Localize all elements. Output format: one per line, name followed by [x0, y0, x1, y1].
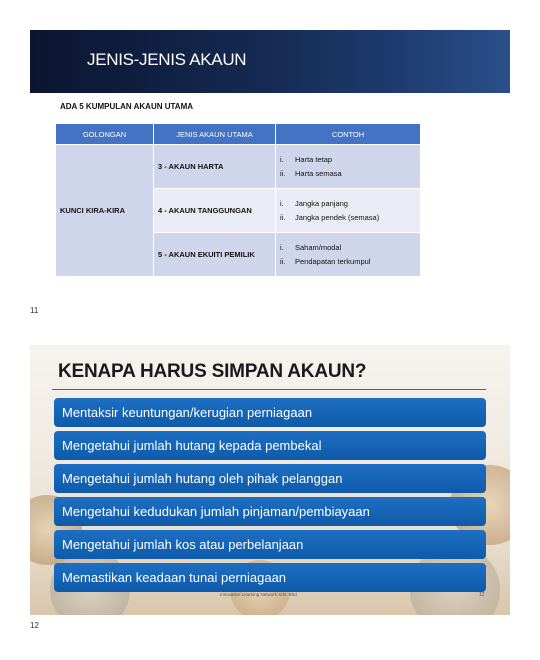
page-number-11: 11: [30, 306, 39, 315]
examples-cell: [276, 233, 421, 277]
title-banner: [30, 30, 510, 93]
reason-bar: Mengetahui kedudukan jumlah pinjaman/pembiayaan: [54, 497, 486, 526]
list-item: i. Harta tetap: [280, 154, 333, 164]
reason-bar: Memastikan keadaan tunai perniagaan: [54, 563, 486, 592]
table-row: [56, 145, 421, 189]
reason-bar: Mengetahui jumlah hutang kepada pembekal: [54, 431, 486, 460]
page-number-12: 12: [30, 621, 39, 630]
account-type-cell: 5 - AKAUN EKUITI PEMILIK: [154, 233, 276, 277]
slide-number: 12: [479, 592, 485, 598]
list-item: ii. Harta semasa: [280, 168, 342, 178]
list-item: ii. Pendapatan terkumpul: [280, 256, 371, 266]
account-types-table: [55, 123, 421, 277]
slide-title: KENAPA HARUS SIMPAN AKAUN?: [58, 361, 367, 382]
reason-bar: Mengetahui jumlah kos atau perbelanjaan: [54, 530, 486, 559]
group-cell: KUNCI KIRA-KIRA: [56, 145, 154, 277]
slide-11: [30, 30, 510, 290]
header-golongan: GOLONGAN: [56, 124, 154, 145]
header-jenis-akaun: JENIS AKAUN UTAMA: [154, 124, 276, 145]
list-item: i. Jangka panjang: [280, 198, 348, 208]
examples-cell: [276, 189, 421, 233]
reason-bar: Mentaksir keuntungan/kerugian perniagaan: [54, 398, 486, 427]
title-underline: [52, 389, 486, 390]
header-contoh: CONTOH: [276, 124, 421, 145]
reasons-list: [54, 398, 486, 596]
list-item: ii. Jangka pendek (semasa): [280, 212, 380, 222]
slide-footer: Innovative Learning Network Sdn. Bhd: [220, 592, 297, 597]
examples-cell: [276, 145, 421, 189]
account-type-cell: 4 - AKAUN TANGGUNGAN: [154, 189, 276, 233]
slide-12: [30, 345, 510, 615]
account-type-cell: 3 - AKAUN HARTA: [154, 145, 276, 189]
list-item: i. Saham/modal: [280, 242, 342, 252]
slide-title: JENIS-JENIS AKAUN: [87, 50, 247, 69]
reason-bar: Mengetahui jumlah hutang oleh pihak pelanggan: [54, 464, 486, 493]
subheading: ADA 5 KUMPULAN AKAUN UTAMA: [60, 102, 194, 111]
